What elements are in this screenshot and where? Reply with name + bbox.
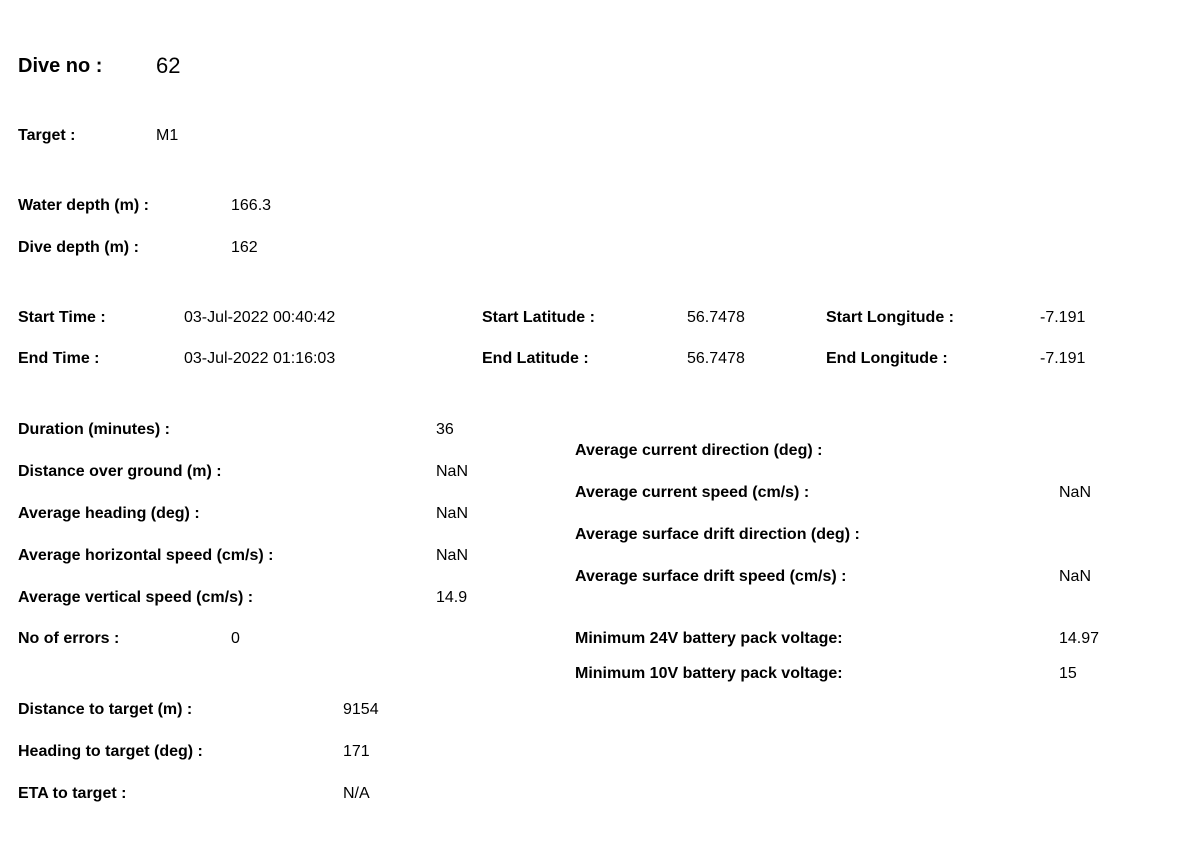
- heading-to-target-value: 171: [343, 743, 370, 760]
- current-direction-label: Average current direction (deg) :: [575, 442, 823, 459]
- surface-drift-speed-value: NaN: [1059, 568, 1092, 585]
- distance-over-ground-value: NaN: [436, 463, 469, 480]
- start-longitude-value: -7.191: [1040, 309, 1086, 326]
- eta-to-target-label: ETA to target :: [18, 785, 127, 802]
- dive-no-value: 62: [156, 53, 181, 78]
- eta-to-target-value: N/A: [343, 785, 370, 802]
- water-depth-value: 166.3: [231, 197, 272, 214]
- end-longitude-value: -7.191: [1040, 350, 1086, 367]
- errors-label: No of errors :: [18, 630, 120, 647]
- dive-depth-value: 162: [231, 239, 258, 256]
- end-latitude-label: End Latitude :: [482, 350, 589, 367]
- duration-value: 36: [436, 421, 454, 438]
- errors-value: 0: [231, 630, 240, 647]
- distance-to-target-value: 9154: [343, 701, 379, 718]
- end-longitude-label: End Longitude :: [826, 350, 948, 367]
- average-vertical-speed-value: 14.9: [436, 589, 468, 606]
- average-horizontal-speed-value: NaN: [436, 547, 469, 564]
- average-heading-label: Average heading (deg) :: [18, 505, 200, 522]
- surface-drift-direction-label: Average surface drift direction (deg) :: [575, 526, 860, 543]
- battery-24v-value: 14.97: [1059, 630, 1100, 647]
- end-latitude-value: 56.7478: [687, 350, 745, 367]
- heading-to-target-label: Heading to target (deg) :: [18, 743, 203, 760]
- dive-depth-label: Dive depth (m) :: [18, 239, 139, 256]
- current-speed-label: Average current speed (cm/s) :: [575, 484, 810, 501]
- end-time-value: 03-Jul-2022 01:16:03: [184, 350, 336, 367]
- duration-label: Duration (minutes) :: [18, 421, 170, 438]
- average-horizontal-speed-label: Average horizontal speed (cm/s) :: [18, 547, 274, 564]
- water-depth-label: Water depth (m) :: [18, 197, 149, 214]
- start-longitude-label: Start Longitude :: [826, 309, 954, 326]
- distance-over-ground-label: Distance over ground (m) :: [18, 463, 222, 480]
- start-time-value: 03-Jul-2022 00:40:42: [184, 309, 336, 326]
- start-latitude-label: Start Latitude :: [482, 309, 595, 326]
- target-label: Target :: [18, 127, 76, 144]
- battery-10v-label: Minimum 10V battery pack voltage:: [575, 665, 843, 682]
- battery-24v-label: Minimum 24V battery pack voltage:: [575, 630, 843, 647]
- average-heading-value: NaN: [436, 505, 469, 522]
- dive-no-label: Dive no :: [18, 55, 103, 77]
- start-time-label: Start Time :: [18, 309, 106, 326]
- target-value: M1: [156, 127, 179, 144]
- surface-drift-speed-label: Average surface drift speed (cm/s) :: [575, 568, 847, 585]
- battery-10v-value: 15: [1059, 665, 1077, 682]
- distance-to-target-label: Distance to target (m) :: [18, 701, 193, 718]
- end-time-label: End Time :: [18, 350, 100, 367]
- current-speed-value: NaN: [1059, 484, 1092, 501]
- start-latitude-value: 56.7478: [687, 309, 745, 326]
- average-vertical-speed-label: Average vertical speed (cm/s) :: [18, 589, 254, 606]
